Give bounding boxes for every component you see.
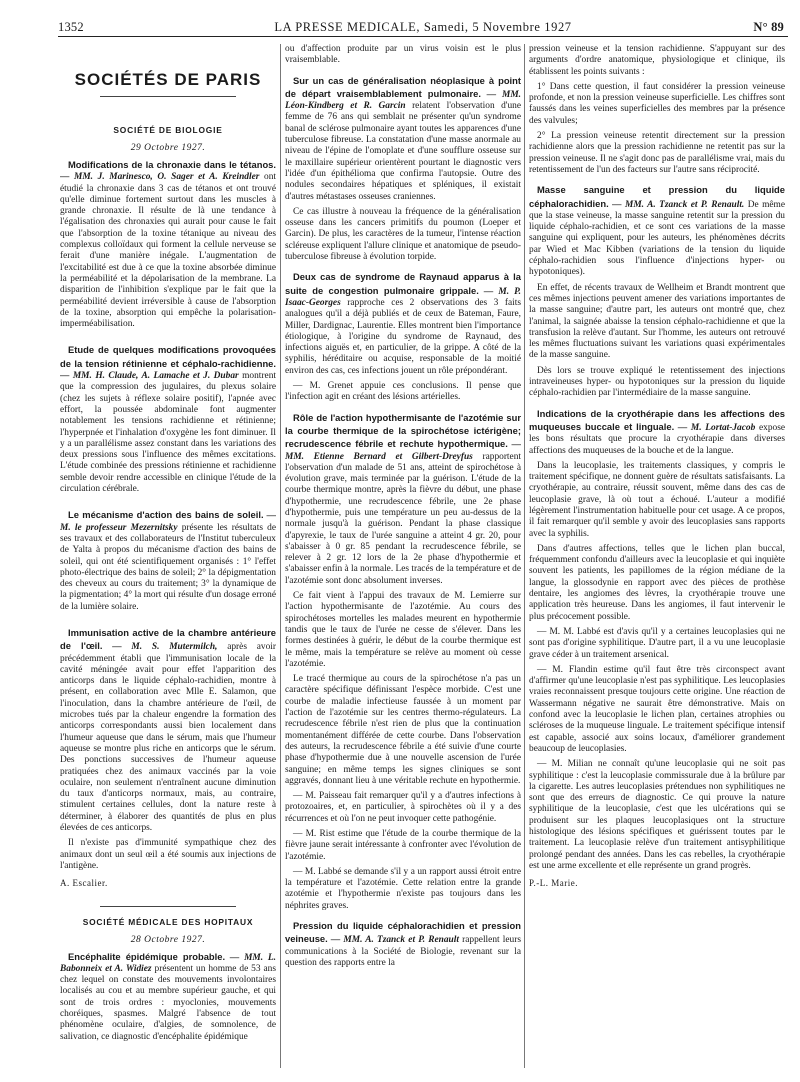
article-body: ont étudié la chronaxie dans 3 cas de tétanos et ont trouvé qu'elle diminue fortement surtout dans les muscles à grande chronaxie. Il résulte de là une tendance à l'égalisation des chronaxies qui aurait pour cause le fait que l'absorption de la toxine tétanique au niveau des complexus colloïdaux qui forment la cellule nerveuse se ferait d'une manière inégale. L'augmentation de l'excitabilité est due à ce que la toxine absorbée diminue la perméabilité et la dépolarisation de la membrane. La disparition de l'inhibition s'explique par le fait que la perméabilité devient irréversible à cause de l'absorption de la toxine, absorption qui empêche la polarisation-imperméabilisation.	[60, 172, 276, 330]
article	[60, 509, 276, 613]
article-authors: — MM. L. Babonneix et A. Widiez	[60, 952, 276, 974]
column-1	[60, 44, 276, 1082]
article-paragraph: — M. Milian ne connaît qu'une leucoplasie qui ne soit pas syphilitique : c'est la leucoplasie commissurale due à la brûlure par la cigarette. Les autres leucoplasies prétendues non syphilitiques ne sont que des erreurs de diagnostic. Ce qui prouve la nature syphilitique de la leucoplasie, c'est que les ulcérations qui se produisent sur les plaques leucoplasiques ont la structure histologique des lésions spécifiques et guérissent toutes par le traitement. La leucoplasie relève d'un traitement antisyphilitique prolongé pendant des années. Dans les cas rebelles, la cryothérapie est une arme excellente et elle représente un grand progrès.	[529, 759, 785, 871]
article-title: Masse sanguine et pression du liquide céphalorachidien.	[529, 184, 785, 209]
article-paragraph: Ce cas illustre à nouveau la fréquence de la généralisation osseuse dans les cancers primitifs du poumon (Loeper et Garcin). De plus, les caractères de la tumeur, l'intense réaction scléreuse expliquent l'allure clinique et anatomique de pseudo-tuberculose fibreuse à évolution torpide.	[285, 206, 521, 263]
article-paragraph: — M. Paisseau fait remarquer qu'il y a d'autres infections à protozoaires, et, en particulier, à spirochètes où il y a des récurrences et où l'on ne peut invoquer cette pathogénie.	[285, 791, 521, 824]
article-title: Sur un cas de généralisation néoplasique à point de départ vraisemblablement pulmonaire.	[285, 74, 521, 99]
article-paragraph: Ce fait vient à l'appui des travaux de M. Lemierre sur l'action hypothermisante de l'azotémie. Au cours des spirochétoses mortelles les malades meurent en hypothermie tandis que le taux de l'urée ne cesse de s'élever. Dans les formes destinées à guérir, le début de la courbe thermique est le même, mais la température se relève au moment où cesse l'azotémie.	[285, 591, 521, 669]
article-title: Rôle de l'action hypothermisante de l'azotémie sur la courbe thermique de la spirochétose ictérigène; recrudescence fébrile et rechute hypothermique.	[285, 411, 521, 450]
article	[285, 271, 521, 377]
column-3	[529, 44, 785, 1082]
article-title: Etude de quelques modifications provoquées de la tension rétinienne et céphalo-rachidienne.	[60, 344, 276, 369]
article-authors: — MM. Etienne Bernard et Gilbert-Dreyfus	[285, 440, 521, 462]
article	[60, 951, 276, 1043]
article-body: rapproche ces 2 observations des 3 faits analogues qu'il a déjà publiés et de ceux de Bateman, Faure, Miller, Dardignac, Laurentie. Elles montrent bien l'importance étiologique, à l'origine du syndrome de Raynaud, des infections aiguës et, en particulier, de la grippe. A côté de la syphilis, héréditaire ou acquise, responsable de la moitié environ des cas, ces infections jouent un rôle prépondérant.	[285, 297, 521, 376]
article-body: présentent un homme de 53 ans chez lequel on constate des mouvements involontaires localisés au cou et au membre supérieur gauche, et qui sont de trois ordres : myoclonies, mouvements choréiques, spasmes. Malgré l'absence de tout phénomène oculaire, d'algies, de somnolence, de salivation, ce diagnostic d'encéphalite épidémique	[60, 963, 276, 1042]
page-header	[58, 16, 788, 37]
article-paragraph: — M. Rist estime que l'étude de la courbe thermique de la fièvre jaune serait intéressante à confronter avec l'évolution de l'azotémie.	[285, 829, 521, 862]
society-title: SOCIÉTÉ MÉDICALE DES HOPITAUX	[82, 916, 254, 927]
article-paragraph: Le tracé thermique au cours de la spirochétose n'a pas un caractère spécifique définissant l'espèce morbide. C'est une courbe de maladie infectieuse faussée à un moment par l'action de l'azotémie sur les centres thermo-régulateurs. La recrudescence fébrile n'est rien de plus que la continuation momentanément différée de cette courbe. Dans l'observation des auteurs, la recrudescence fébrile a été suivie d'une courte phase d'hypothermie due à une nouvelle ascension de l'urée sanguine; en même temps les signes cliniques se sont aggravés, donnant lieu à une véritable rechute en hypothermie.	[285, 674, 521, 786]
article	[285, 75, 521, 203]
article-title: Deux cas de syndrome de Raynaud apparus à la suite de congestion pulmonaire grippale.	[285, 271, 521, 296]
article-paragraph: Il n'existe pas d'immunité sympathique chez des animaux dont un seul œil a été soumis aux injections de l'antigène.	[60, 838, 276, 871]
article-body: montrent que la compression des jugulaires, du plexus solaire (chez les sujets à réflexe solaire positif), l'apnée avec effort, la poussée abdominale font augmenter notablement les tensions rachidienne et rétinienne; l'hyperpnée et l'inhalation d'oxygène les font diminuer. Il y a un parallélisme assez constant dans les variations des deux pressions sous l'influence des mêmes excitations. L'étude combinée des pressions rétinienne et rachidienne semble devoir rendre accessible en clinique l'étude de la circulation cérébrale.	[60, 371, 276, 495]
session-date: 29 Octobre 1927.	[130, 143, 206, 153]
article-authors: — M. le professeur Mezernitsky	[60, 511, 276, 533]
signature: P.-L. Marie.	[529, 878, 578, 889]
column-2	[285, 44, 521, 1082]
signature: A. Escalier.	[60, 878, 108, 889]
article-paragraph: Dès lors se trouve expliqué le retentissement des injections intraveineuses hyper- ou hypotoniques sur la pression du liquide céphalo-rachidien par l'intermédiaire de la masse sanguine.	[529, 365, 785, 399]
article-body: relatent l'observation d'une femme de 76 ans qui semblait ne présenter qu'un syndrome banal de sclérose pulmonaire ayant toutes les apparences d'une tuberculose fibreuse. La constatation d'une masse anormale au niveau de l'épine de l'omoplate et d'une soufflure osseuse sur le maxillaire supérieur orientèrent pourtant le diagnostic vers l'idée d'un épithélioma que confirma l'autopsie. Outre des nodules secondaires hépatiques et spléniques, il existait d'autres métastases osseuses craniennes.	[285, 101, 521, 202]
article	[60, 627, 276, 834]
column-divider	[280, 44, 281, 1068]
article-body: rappellent leurs communications à la Société de Biologie, revenant sur la question des rapports entre la	[285, 935, 521, 968]
article-paragraph: pression veineuse et la tension rachidienne. S'appuyant sur des arguments d'ordre anatomique, physiologique et clinique, ils établissent les points suivants :	[529, 44, 785, 77]
article	[285, 412, 521, 587]
article-paragraph: Dans la leucoplasie, les traitements classiques, y compris le traitement spécifique, ne donnent guère de résultats satisfaisants. La cryothérapie, au contraire, réussit souvent, même dans des cas de leucoplasie grave, là où tout a échoué. L'auteur a modifié légèrement l'instrumentation habituelle pour cet usage. A ce propos, il fait remarquer qu'il semble y avoir des leucoplasies sans rapports avec la syphilis.	[529, 460, 785, 539]
article	[60, 159, 276, 330]
column-divider	[524, 44, 525, 1068]
article-paragraph: — M. M. Labbé est d'avis qu'il y a certaines leucoplasies qui ne sont pas d'origine syphilitique. D'autre part, il a vu une leucoplasie grave céder à un traitement arsenical.	[529, 626, 785, 660]
article-authors: — M. Lortat-Jacob	[677, 422, 756, 433]
article-body: rapportent l'observation d'un malade de 51 ans, atteint de spirochétose à évolution grave, mais terminée par la guérison. L'étude de la courbe thermique montre, après la fièvre du début, une phase d'hypothermie, une recrudescence fébrile, une 2e phase d'hypothermie, puis une température un peu au-dessus de la normale jusqu'à la guérison. Pendant la phase classique d'apyrexie, le taux de l'urée sanguine a atteint 4 gr. 20, pour s'abaisser à 0 gr. 85 pendant la recrudescence fébrile, se relever à 2 gr. 12 lors de la 2e phase d'hypothermie et s'abaisser enfin à la normale. Les tracés de la température et de l'azotémie sont donc absolument inverses.	[285, 451, 521, 586]
article-authors: — MM. Léon-Kindberg et R. Garcin	[285, 89, 521, 112]
society-title: SOCIÉTÉ DE BIOLOGIE	[113, 125, 223, 135]
article-title: Pression du liquide céphalorachidien et pression veineuse.	[285, 920, 521, 945]
article-title: Immunisation active de la chambre antérieure de l'œil.	[60, 626, 276, 652]
article-body: De même que la stase veineuse, la masse sanguine retentit sur la pression du liquide céphalo-rachidien, et ce sont ces variations de la masse sanguine qui expliquent, pour les auteurs, les phénomènes décrits par Wied et Mac Kibben (variations de la tension du liquide céphalo-rachidien sous l'influence d'injections hyper- ou hypotoniques).	[529, 199, 785, 278]
session-date: 28 Octobre 1927.	[130, 934, 206, 945]
article-body: après avoir précédemment établi que l'immunisation locale de la cavité méningée avait pour effet l'apparition des anticorps dans le liquide céphalo-rachidien, montre à présent, en collaboration avec Mlle E. Salamon, que l'inoculation, dans la chambre antérieure de l'œil, de microbes tués par la chaleur engendre la formation des anticorps correspondants aussi bien localement dans l'humeur aqueuse que dans le sérum, mais que l'humeur aqueuse se montre plus riche en anticorps que le sérum. Des ponctions successives de l'humeur aqueuse pratiquées chez des animaux vaccinés par la voie oculaire, non seulement n'entraînent aucune diminution du taux d'anticorps normaux, mais, au contraire, stimulent certaines cellules, dont la nature reste à déterminer, à élaborer des quantités de plus en plus élevées de ces anticorps.	[60, 642, 276, 834]
page-number: 1352	[58, 20, 84, 34]
article-body: présente les résultats de ses travaux et des collaborateurs de l'Institut tuberculeux de Yalta à propos du mécanisme d'action des bains de soleil, qui ont été scientifiquement organisés : 1° l'effet photo-électrique des bains de soleil; 2° la dépigmentation des cheveux au cours du traitement; 3° la dynamique de la pigmentation; 4° la mort qui résulte d'un dosage erroné de la lumière solaire.	[60, 522, 276, 612]
journal-title: LA PRESSE MEDICALE, Samedi, 5 Novembre 1927	[274, 20, 572, 34]
article-authors: — M. P. Isaac-Georges	[285, 286, 521, 308]
article-title: Le mécanisme d'action des bains de soleil.	[68, 509, 264, 521]
article	[285, 920, 521, 969]
section-rule	[100, 906, 236, 907]
article-title: Indications de la cryothérapie dans les affections des muqueuses buccale et linguale.	[529, 407, 785, 432]
list-item: 2° La pression veineuse retentit directement sur la pression rachidienne alors que la pression rachidienne ne retentit pas sur la pression veineuse. Il ne s'agit donc pas de parallélisme vrai, mais du retentissement de l'un des facteurs sur l'autre sans réciprocité.	[529, 131, 785, 175]
section-rule	[100, 96, 236, 97]
issue-number: N° 89	[753, 20, 784, 34]
article-paragraph: — M. Flandin estime qu'il faut être très circonspect avant d'affirmer qu'une leucoplasie n'est pas syphilitique. Les leucoplasies vraies reconnaissent presque toujours cette origine. Une réaction de Wassermann négative ne saurait être démonstrative. Mais on confond avec la leucoplasie le lichen plan, certaines atrophies ou scléroses de la muqueuse linguale. Le traitement spécifique intensif est capable, associé aux soins locaux, d'améliorer grandement beaucoup de leucoplasies.	[529, 664, 785, 754]
article-paragraph: — M. Grenet appuie ces conclusions. Il pense que l'infection agit en créant des lésions artérielles.	[285, 381, 521, 403]
article-paragraph: En effet, de récents travaux de Wellheim et Brandt montrent que ces mêmes injections peuvent amener des variations importantes de la masse sanguine; d'autre part, les auteurs ont montré que, chez l'animal, la saignée abaisse la tension céphalo-rachidienne et que la transfusion la relève d'autant. Sur l'homme, les auteurs ont retrouvé les mêmes fluctuations suivant les variations quasi expérimentales de la masse sanguine.	[529, 282, 785, 361]
section-title: SOCIÉTÉS DE PARIS	[74, 70, 262, 89]
article-paragraph: — M. Labbé se demande s'il y a un rapport aussi étroit entre la température et l'azotémie. Cette relation entre la grande azotémie et l'hypothermie n'existe pas toujours dans les néphrites graves.	[285, 866, 521, 911]
article-body: expose les bons résultats que procure la cryothérapie dans diverses affections des muqueuses de la bouche et de la langue.	[529, 422, 785, 456]
article-authors: — MM. A. Tzanck et P. Renault.	[612, 199, 745, 210]
article-authors: — M. S. Mutermilch,	[112, 642, 218, 653]
article-title: Modifications de la chronaxie dans le tétanos.	[68, 159, 276, 170]
article-authors: — MM. H. Claude, A. Lamache et J. Dubar	[60, 371, 239, 382]
article	[529, 184, 785, 278]
article-paragraph: Dans d'autres affections, telles que le lichen plan buccal, fréquemment confondu d'ailleurs avec la leucoplasie et qui inquiète souvent les patients, les papillomes de la région médiane de la langue, la glossodynie en rapport avec des pièces de prothèse dentaire, les angiomes des lèvres, la cryothérapie trouve une application très heureuse. Dans les angiomes, il faut intervenir le plus précocement possible.	[529, 543, 785, 622]
article-authors: — MM. J. Marinesco, O. Sager et A. Kreindler	[60, 172, 260, 183]
article	[529, 408, 785, 457]
article	[60, 344, 276, 495]
article-authors: — MM. A. Tzanck et P. Renault	[330, 935, 459, 946]
article-title: Encéphalite épidémique probable.	[68, 950, 226, 962]
list-item: 1° Dans cette question, il faut considérer la pression veineuse profonde, et non la pression veineuse superficielle. Les chiffres sont faussés dans les veines superficielles des membres par la présence des valvules;	[529, 81, 785, 126]
article-paragraph: ou d'affection produite par un virus voisin est le plus vraisemblable.	[285, 44, 521, 66]
